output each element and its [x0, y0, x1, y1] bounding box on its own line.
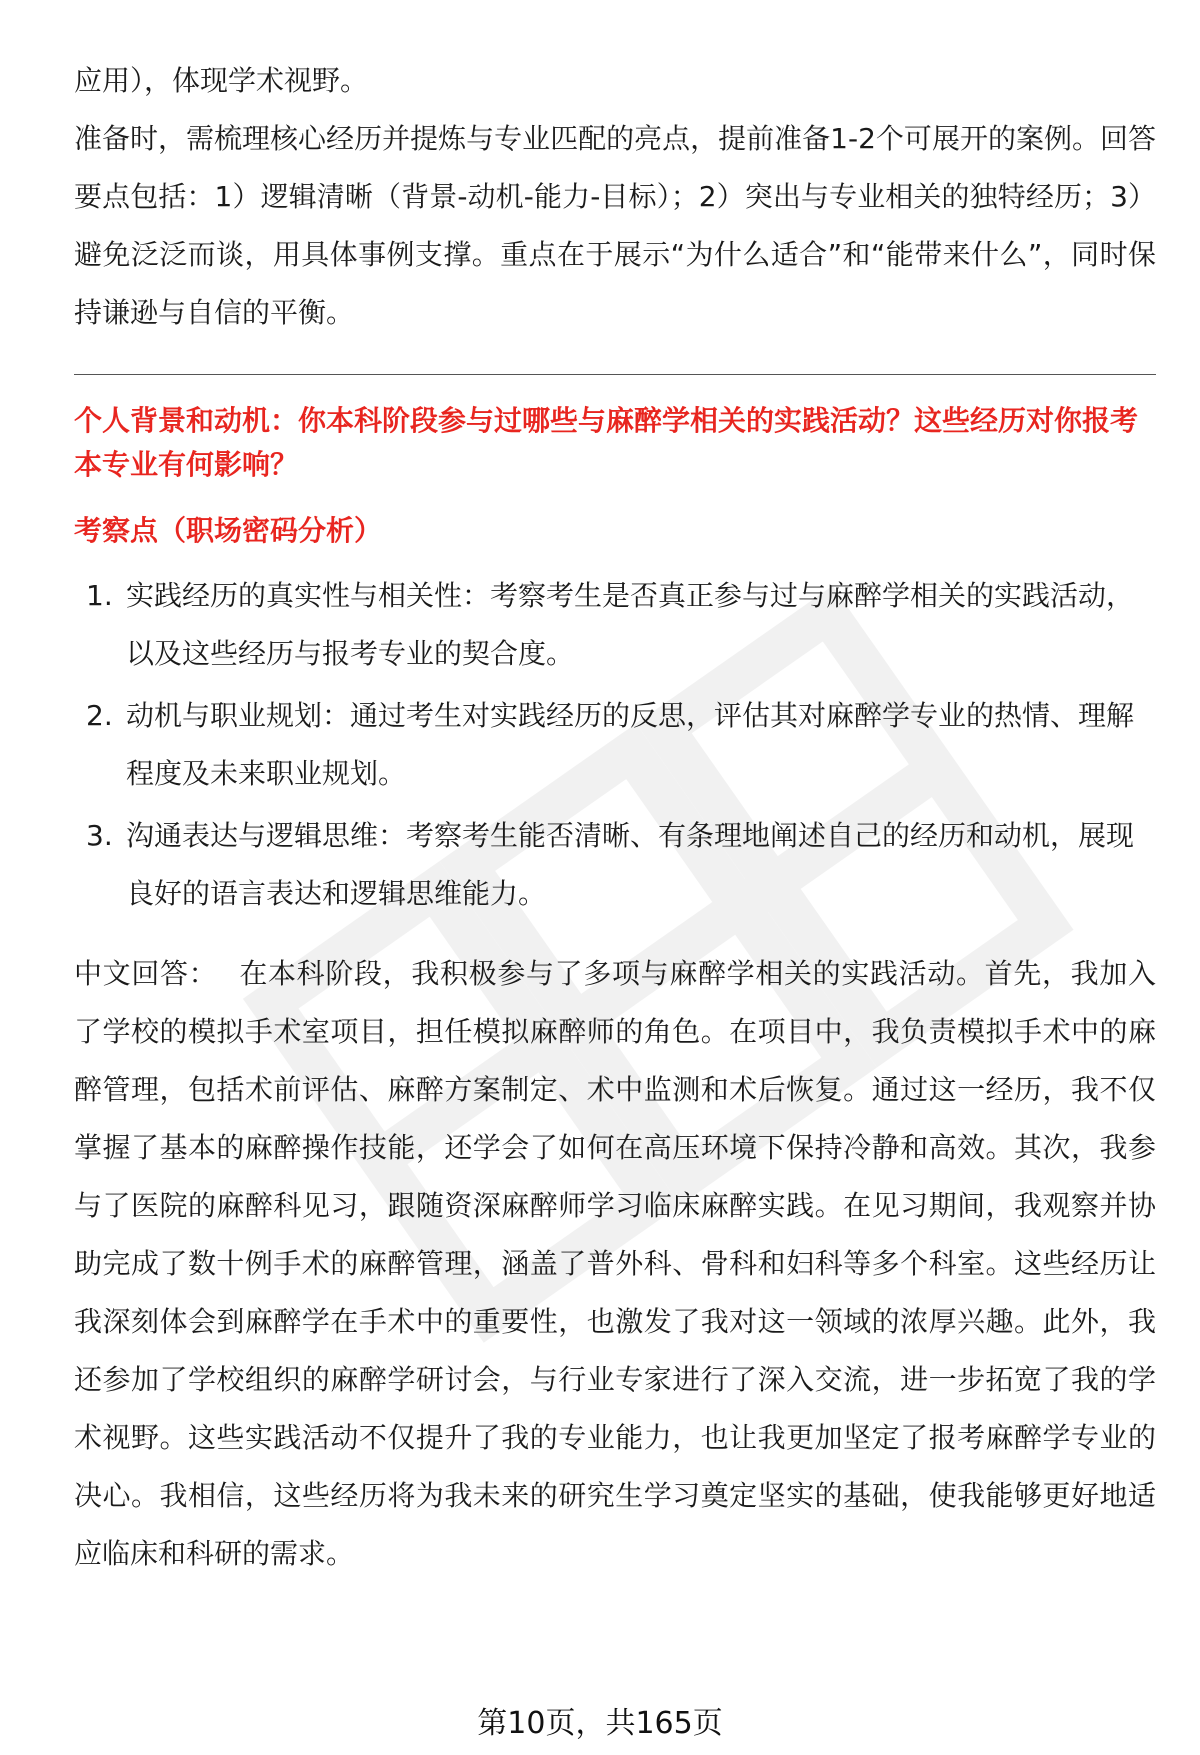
answer-paragraph: [74, 945, 1156, 1583]
point-number: 2.: [86, 699, 113, 732]
assessment-points-list: [74, 567, 1156, 923]
assessment-point: [74, 807, 1156, 923]
document-page: [74, 52, 1156, 1583]
point-text: 实践经历的真实性与相关性：考察考生是否真正参与过与麻醉学相关的实践活动，以及这些经历与报考专业的契合度。: [126, 579, 1135, 670]
point-text: 动机与职业规划：通过考生对实践经历的反思，评估其对麻醉学专业的热情、理解程度及未来职业规划。: [126, 699, 1135, 790]
point-text: 沟通表达与逻辑思维：考察考生能否清晰、有条理地阐述自己的经历和动机，展现良好的语言表达和逻辑思维能力。: [126, 819, 1135, 910]
preparation-advice: 准备时，需梳理核心经历并提炼与专业匹配的亮点，提前准备1-2个可展开的案例。回答要点包括：1）逻辑清晰（背景-动机-能力-目标）；2）突出与专业相关的独特经历；3）避免泛泛而谈，用具体事例支撑。重点在于展示“为什么适合”和“能带来什么”，同时保持谦逊与自信的平衡。: [74, 122, 1156, 329]
answer-text: 在本科阶段，我积极参与了多项与麻醉学相关的实践活动。首先，我加入了学校的模拟手术室项目，担任模拟麻醉师的角色。在项目中，我负责模拟手术中的麻醉管理，包括术前评估、麻醉方案制定、术中监测和术后恢复。通过这一经历，我不仅掌握了基本的麻醉操作技能，还学会了如何在高压环境下保持冷静和高效。其次，我参与了医院的麻醉科见习，跟随资深麻醉师学习临床麻醉实践。在见习期间，我观察并协助完成了数十例手术的麻醉管理，涵盖了普外科、骨科和妇科等多个科室。这些经历让我深刻体会到麻醉学在手术中的重要性，也激发了我对这一领域的浓厚兴趣。此外，我还参加了学校组织的麻醉学研讨会，与行业专家进行了深入交流，进一步拓宽了我的学术视野。这些实践活动不仅提升了我的专业能力，也让我更加坚定了报考麻醉学专业的决心。我相信，这些经历将为我未来的研究生学习奠定坚实的基础，使我能够更好地适应临床和科研的需求。: [74, 957, 1156, 1570]
answer-label: 中文回答：: [74, 957, 218, 990]
section-divider: [74, 374, 1156, 375]
question-title: 个人背景和动机：你本科阶段参与过哪些与麻醉学相关的实践活动？这些经历对你报考本专业有何影响？: [74, 404, 1139, 481]
point-number: 3.: [86, 819, 113, 852]
page-number-footer: 第10页，共165页: [477, 1706, 723, 1741]
previous-section-tail: 应用），体现学术视野。: [74, 64, 369, 97]
assessment-heading: 考察点（职场密码分析）: [74, 514, 383, 547]
assessment-point: [74, 567, 1156, 683]
point-number: 1.: [86, 579, 113, 612]
assessment-point: [74, 687, 1156, 803]
